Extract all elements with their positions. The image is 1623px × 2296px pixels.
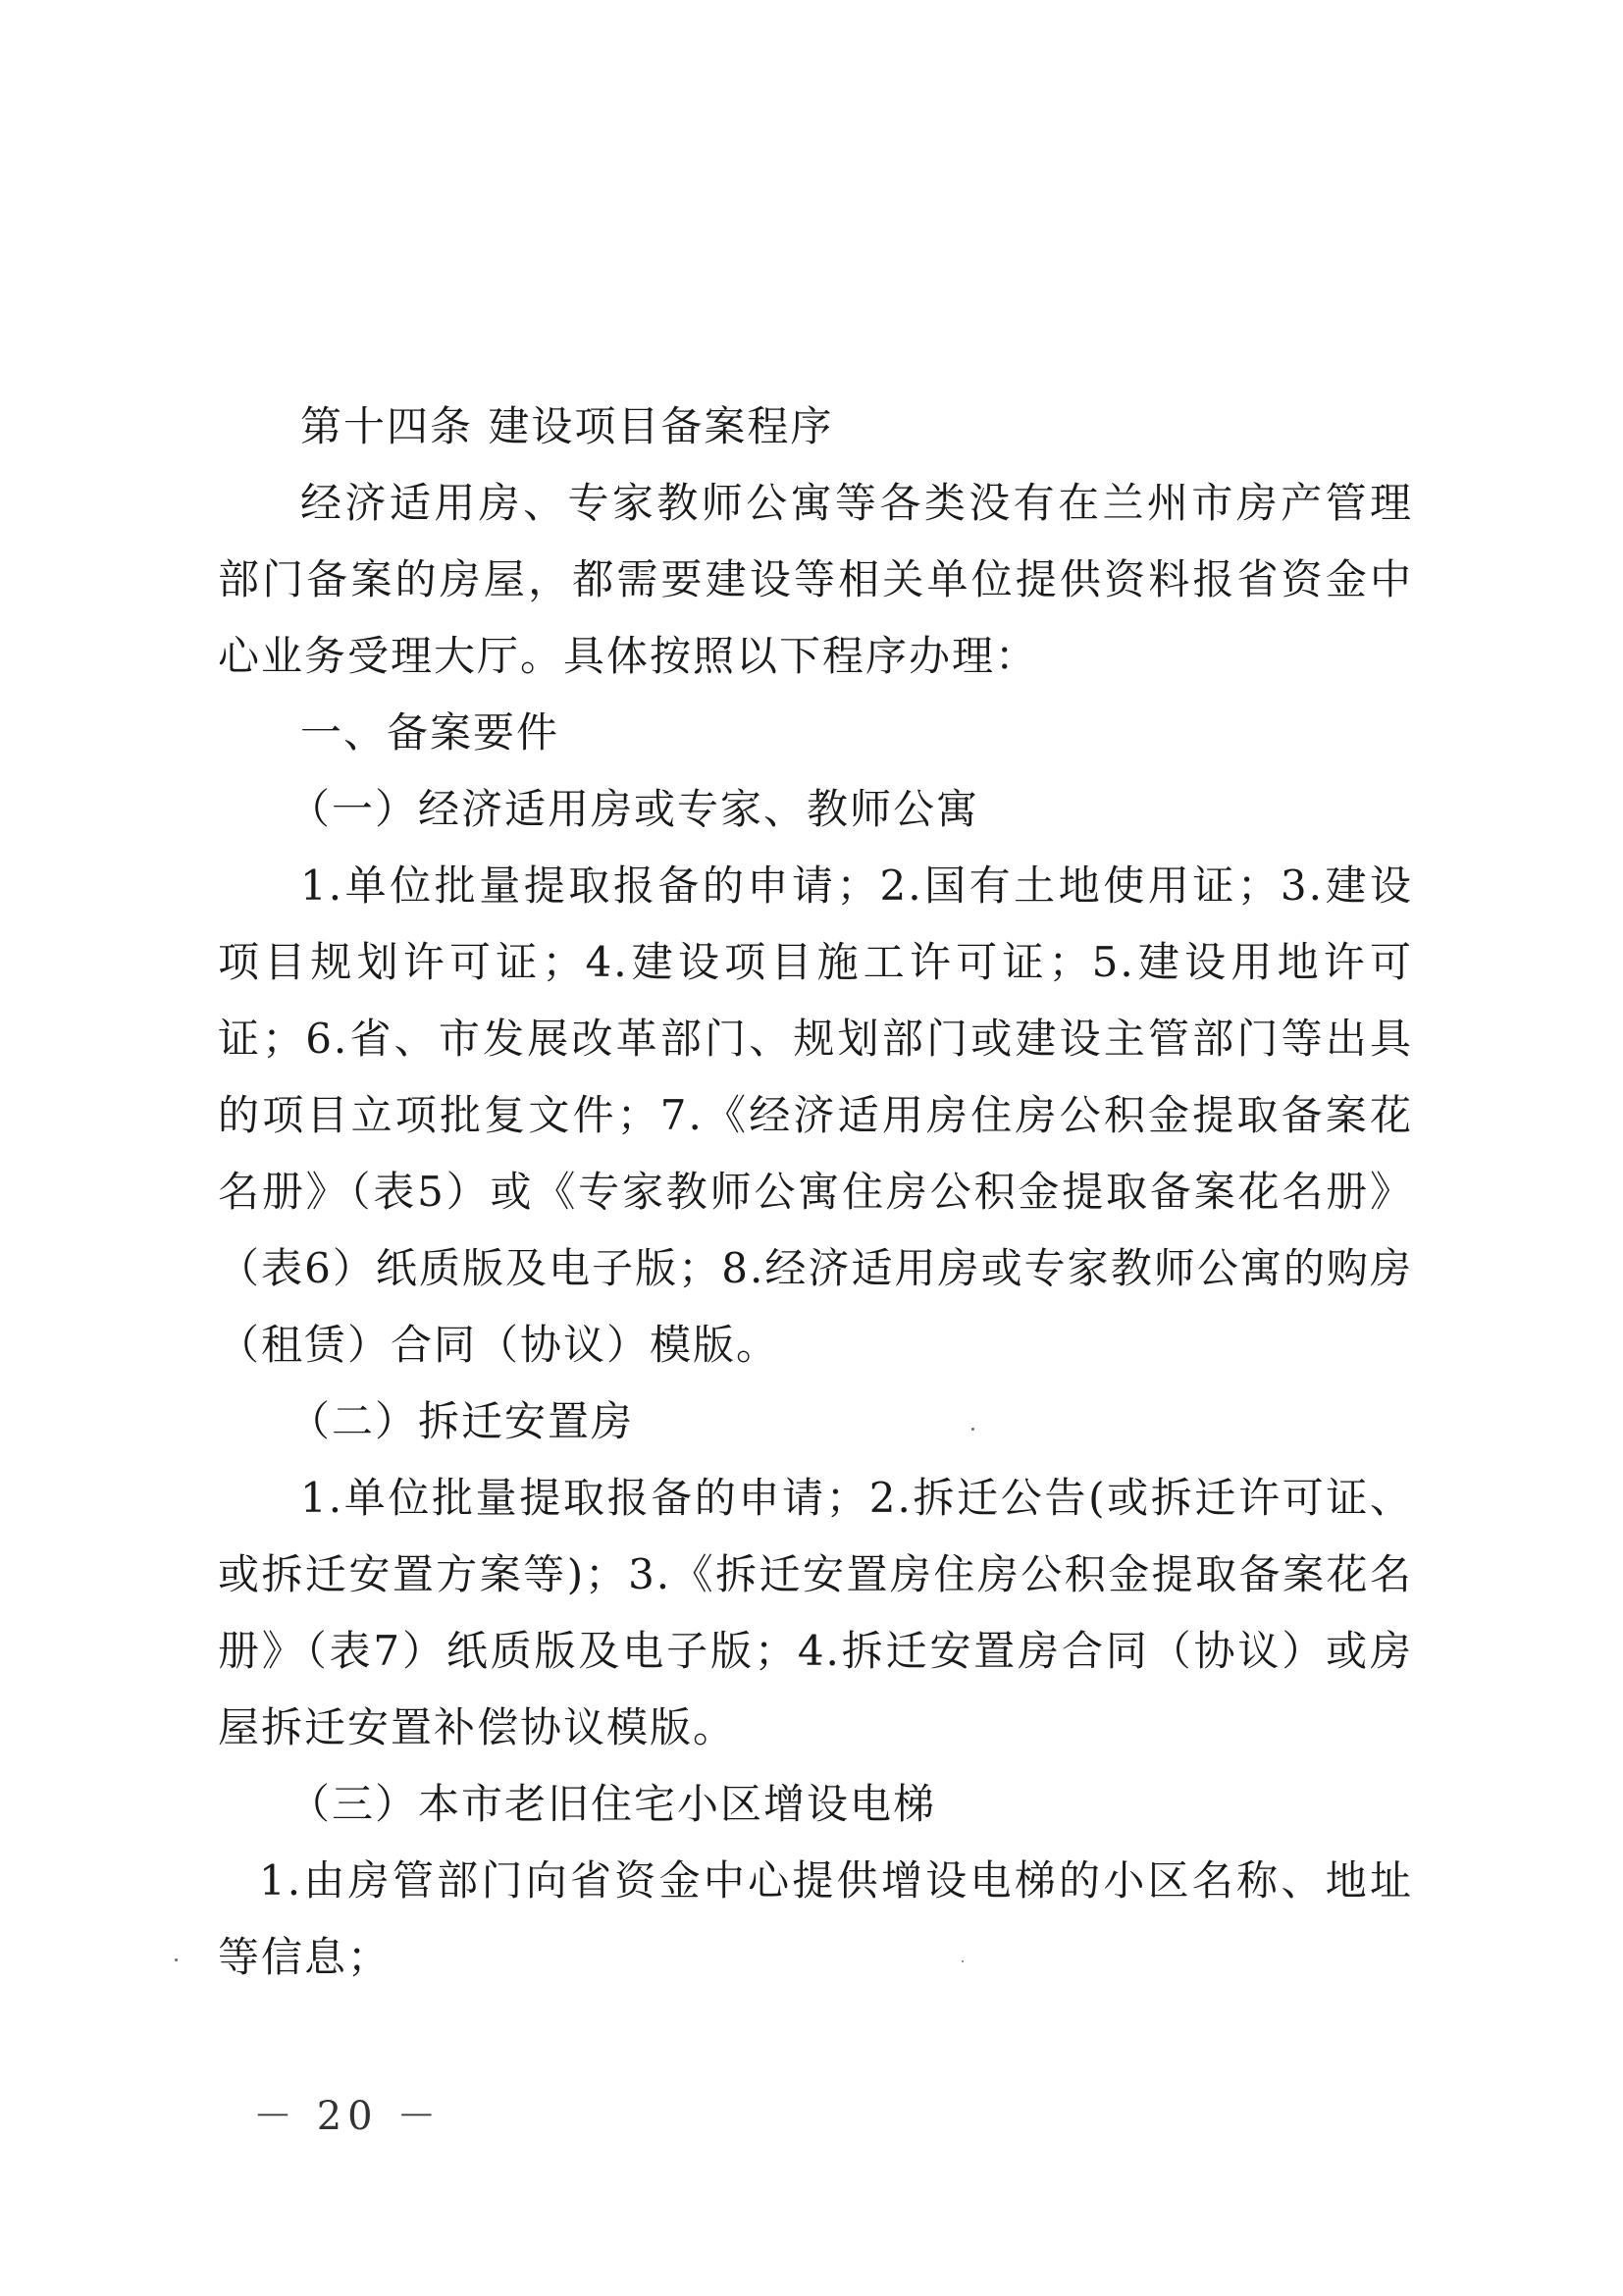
scan-speck bbox=[175, 1958, 178, 1961]
subsection-2-text: 1.单位批量提取报备的申请；2.拆迁公告(或拆迁许可证、或拆迁安置方案等)；3.《拆迁安置房住房公积金提取备案花名册》（表7）纸质版及电子版；4.拆迁安置房合同（协议）或房屋拆迁安置补偿协议模版。 bbox=[218, 1474, 1413, 1751]
article-heading: 第十四条 建设项目备案程序 bbox=[300, 402, 834, 450]
intro-paragraph: 经济适用房、专家教师公寓等各类没有在兰州市房产管理部门备案的房屋，都需要建设等相关单位提供资料报省资金中心业务受理大厅。具体按照以下程序办理： bbox=[218, 479, 1413, 680]
page-number: － 20 － bbox=[253, 2094, 443, 2139]
scan-speck bbox=[962, 1960, 964, 1962]
scan-speck bbox=[971, 1428, 974, 1431]
document-body bbox=[218, 389, 1413, 1996]
subsection-3-text: 1.由房管部门向省资金中心提供增设电梯的小区名称、地址等信息； bbox=[218, 1856, 1413, 1981]
subsection-2-heading: （二）拆迁安置房 bbox=[288, 1397, 635, 1445]
subsection-1-text: 1.单位批量提取报备的申请；2.国有土地使用证；3.建设项目规划许可证；4.建设项目施工许可证；5.建设用地许可证；6.省、市发展改革部门、规划部门或建设主管部门等出具的项目立项批复文件；7.《经济适用房住房公积金提取备案花名册》（表5）或《专家教师公寓住房公积金提取备案花名册》（表6）纸质版及电子版；8.经济适用房或专家教师公寓的购房（租赁）合同（协议）模版。 bbox=[218, 861, 1413, 1369]
subsection-3-heading: （三）本市老旧住宅小区增设电梯 bbox=[288, 1780, 937, 1828]
subsection-1-heading: （一）经济适用房或专家、教师公寓 bbox=[288, 785, 980, 833]
section-one-heading: 一、备案要件 bbox=[300, 708, 560, 757]
